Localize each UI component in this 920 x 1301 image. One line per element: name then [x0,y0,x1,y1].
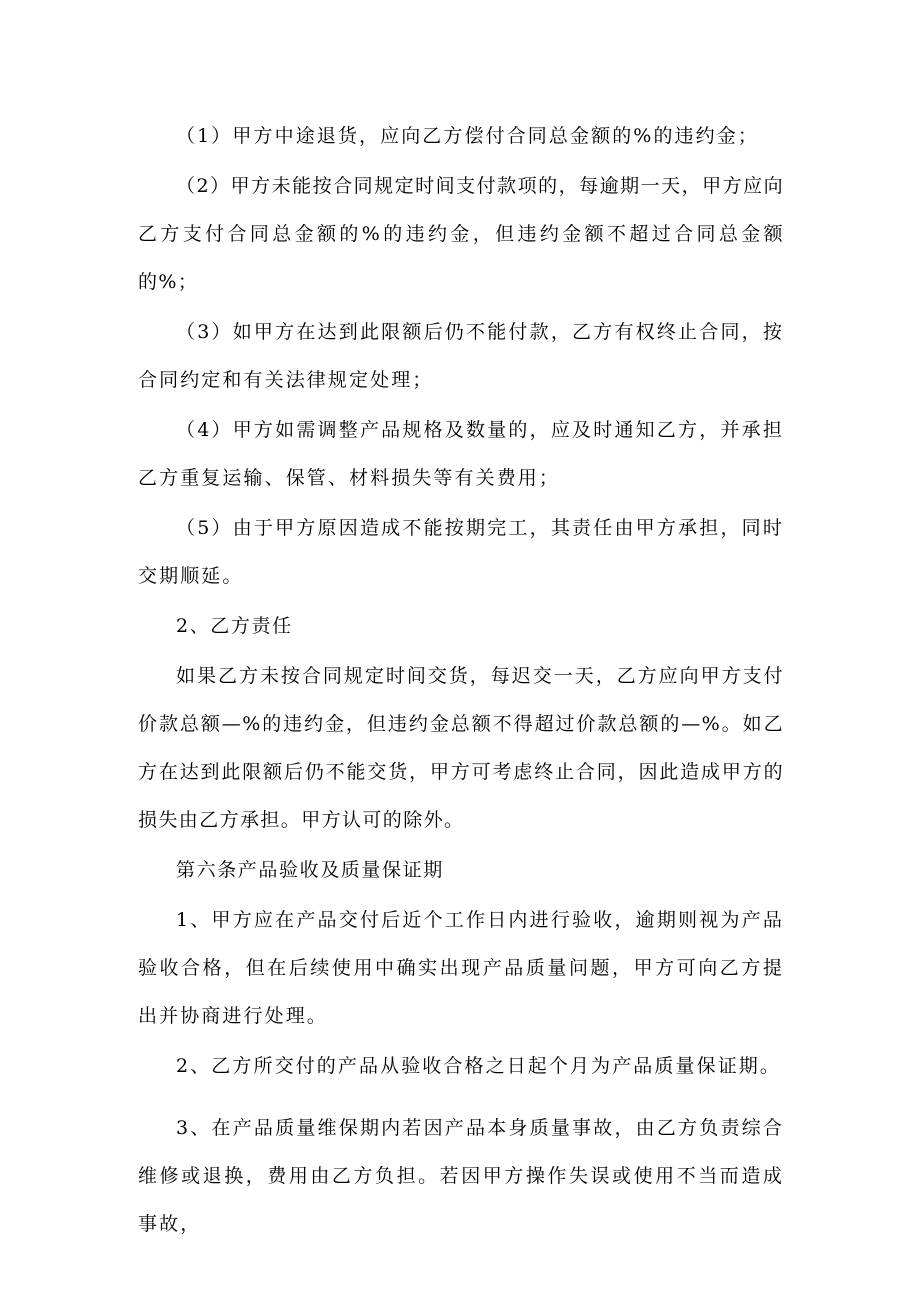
clause-party-b-late-delivery: 如果乙方未按合同规定时间交货，每迟交一天，乙方应向甲方支付价款总额—%的违约金，但违约金总额不得超过价款总额的—%。如乙方在达到此限额后仍不能交货，甲方可考虑终止合同，因此造成甲方的损失由乙方承担。甲方认可的除外。 [138,665,784,831]
clause-acceptance: 1、甲方应在产品交付后近个工作日内进行验收，逾期则视为产品验收合格，但在后续使用中确实出现产品质量问题，甲方可向乙方提出并协商进行处理。 [138,909,784,1027]
clause-warranty-period: 2、乙方所交付的产品从验收合格之日起个月为产品质量保证期。 [176,1055,781,1077]
clause-warranty-repair: 3、在产品质量维保期内若因产品本身质量事故，由乙方负责综合维修或退换，费用由乙方负担。若因甲方操作失误或使用不当而造成事故， [138,1117,784,1235]
article-six-title: 第六条产品验收及质量保证期 [176,859,444,881]
clause-party-a-payment-limit: （3）如甲方在达到此限额后仍不能付款，乙方有权终止合同，按合同约定和有关法律规定处理； [138,321,784,391]
section-party-b-liability: 2、乙方责任 [176,615,293,637]
clause-party-a-return: （1）甲方中途退货，应向乙方偿付合同总金额的%的违约金； [176,125,759,147]
document-body [138,112,784,1250]
clause-party-a-late-payment: （2）甲方未能按合同规定时间支付款项的，每逾期一天，甲方应向乙方支付合同总金额的%的违约金，但违约金额不超过合同总金额的%； [138,175,784,293]
clause-party-a-delay: （5）由于甲方原因造成不能按期完工，其责任由甲方承担，同时交期顺延。 [138,517,784,587]
clause-party-a-adjustment: （4）甲方如需调整产品规格及数量的，应及时通知乙方，并承担乙方重复运输、保管、材料损失等有关费用； [138,419,784,489]
